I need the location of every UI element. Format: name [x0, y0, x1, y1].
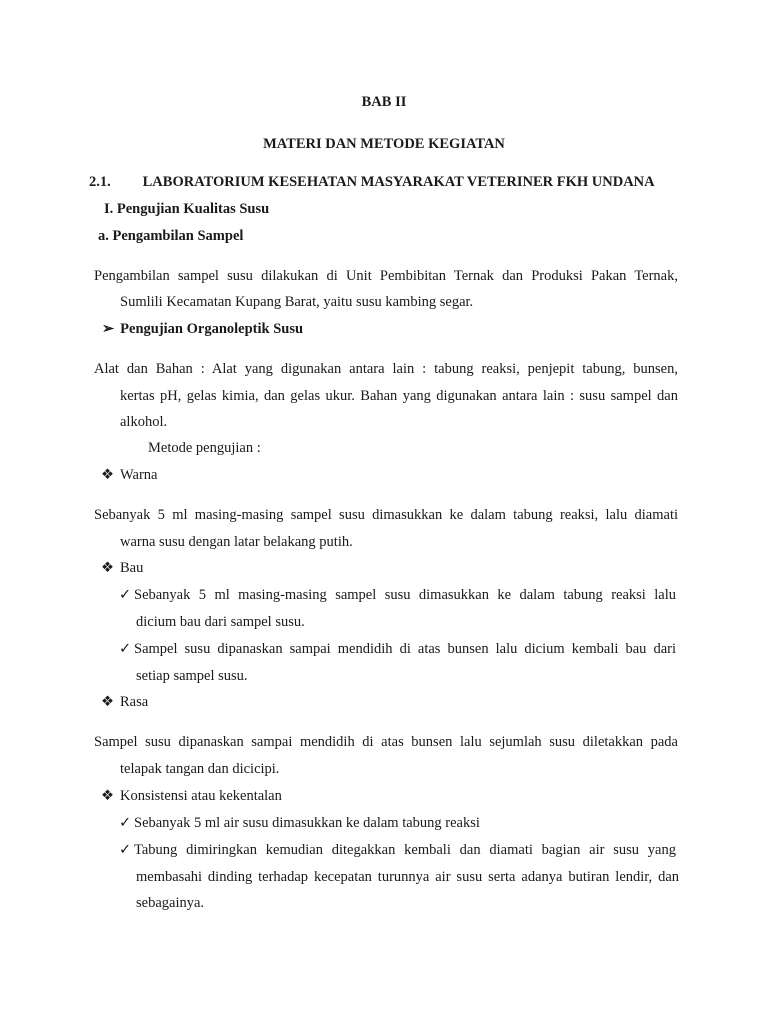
smell-step-1	[119, 585, 679, 605]
diamond-bullet-icon: ❖	[101, 467, 114, 483]
paragraph-color-line-2: warna susu dengan latar belakang putih.	[120, 534, 353, 550]
diamond-bullet-icon: ❖	[101, 560, 114, 576]
consistency-step-1	[119, 813, 480, 833]
check-icon: ✓	[119, 842, 132, 858]
section-title: LABORATORIUM KESEHATAN MASYARAKAT VETERINER FKH UNDANA	[142, 174, 655, 190]
paragraph-taste-line-1: Sampel susu dipanaskan sampai mendidih di atas bunsen lalu sejumlah susu diletakkan pada	[94, 734, 678, 750]
subsection-sampling: a. Pengambilan Sampel	[98, 228, 244, 244]
smell-step-2-line-2: setiap sampel susu.	[136, 668, 248, 684]
paragraph-tools-line-3: alkohol.	[120, 414, 168, 430]
item-color	[101, 465, 157, 485]
consistency-step-2-line-3: sebagainya.	[136, 895, 205, 911]
check-icon: ✓	[119, 815, 132, 831]
smell-step-2-line-1: Sampel susu dipanaskan sampai mendidih di atas bunsen lalu dicium kembali bau dari	[134, 641, 676, 657]
smell-step-1-line-1: Sebanyak 5 ml masing-masing sampel susu dimasukkan ke dalam tabung reaksi lalu	[134, 587, 676, 603]
check-icon: ✓	[119, 587, 132, 603]
consistency-step-2	[119, 840, 679, 860]
item-consistency	[101, 786, 282, 806]
consistency-step-2-line-2: membasahi dinding terhadap kecepatan turunnya air susu serta adanya butiran lendir, dan	[136, 869, 679, 885]
item-color-label: Warna	[120, 467, 158, 483]
check-icon: ✓	[119, 641, 132, 657]
chapter-label: BAB II	[361, 94, 407, 110]
item-taste-label: Rasa	[120, 694, 149, 710]
organoleptic-heading	[102, 319, 303, 339]
arrow-bullet-icon: ➢	[102, 321, 115, 337]
item-smell	[101, 558, 143, 578]
paragraph-color-line-1: Sebanyak 5 ml masing-masing sampel susu dimasukkan ke dalam tabung reaksi, lalu diamati	[94, 507, 678, 523]
paragraph-sampling-line-1: Pengambilan sampel susu dilakukan di Unit Pembibitan Ternak dan Produksi Pakan Ternak,	[94, 268, 678, 284]
section-heading	[89, 172, 655, 192]
item-taste	[101, 692, 148, 712]
diamond-bullet-icon: ❖	[101, 788, 114, 804]
organoleptic-title: Pengujian Organoleptik Susu	[120, 321, 304, 337]
item-consistency-label: Konsistensi atau kekentalan	[120, 788, 282, 804]
paragraph-sampling-line-2: Sumlili Kecamatan Kupang Barat, yaitu susu kambing segar.	[120, 294, 474, 310]
paragraph-tools-line-1: Alat dan Bahan : Alat yang digunakan antara lain : tabung reaksi, penjepit tabung, bunsen,	[94, 361, 678, 377]
section-number: 2.1.	[89, 174, 111, 190]
chapter-title: MATERI DAN METODE KEGIATAN	[263, 136, 505, 152]
method-label: Metode pengujian :	[148, 440, 261, 456]
diamond-bullet-icon: ❖	[101, 694, 114, 710]
paragraph-taste-line-2: telapak tangan dan dicicipi.	[120, 761, 280, 777]
consistency-step-1-text: Sebanyak 5 ml air susu dimasukkan ke dalam tabung reaksi	[134, 815, 480, 831]
item-smell-label: Bau	[120, 560, 144, 576]
smell-step-2	[119, 639, 679, 659]
subsection-quality: I. Pengujian Kualitas Susu	[104, 201, 270, 217]
paragraph-tools-line-2: kertas pH, gelas kimia, dan gelas ukur. Bahan yang digunakan antara lain : susu sampel dan	[120, 388, 678, 404]
smell-step-1-line-2: dicium bau dari sampel susu.	[136, 614, 305, 630]
consistency-step-2-line-1: Tabung dimiringkan kemudian ditegakkan kembali dan diamati bagian air susu yang	[134, 842, 676, 858]
